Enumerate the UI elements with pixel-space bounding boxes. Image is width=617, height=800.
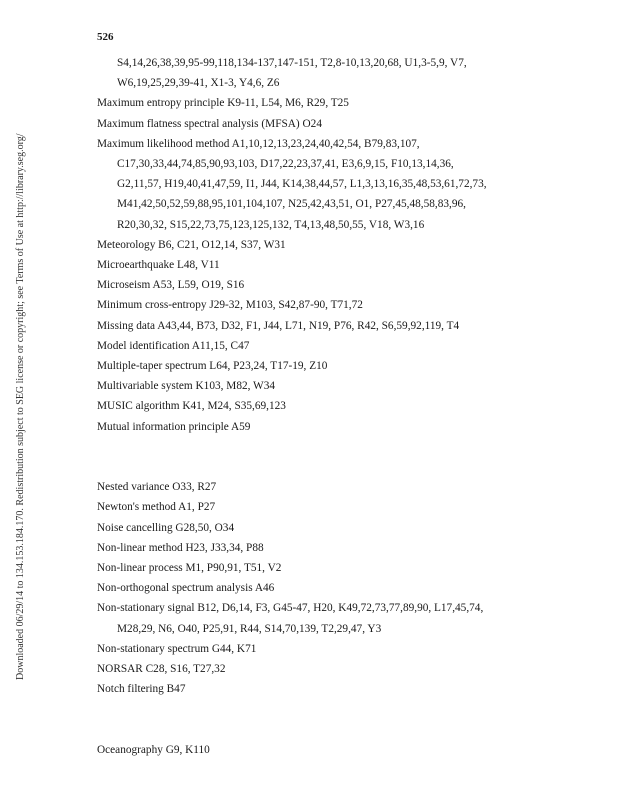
index-entry-line: Non-orthogonal spectrum analysis A46 <box>97 582 275 595</box>
index-entry <box>97 417 537 437</box>
index-entry-line: Nested variance O33, R27 <box>97 481 217 494</box>
index-entry <box>97 255 537 275</box>
index-entry-continuation <box>97 53 537 93</box>
index-entry-line: Non-stationary signal B12, D6,14, F3, G45-47, H20, K49,72,73,77,89,90, L17,45,74, <box>97 602 484 615</box>
index-entry <box>97 578 537 598</box>
index-entry <box>97 134 537 235</box>
index-entry-continuation-line: W6,19,25,29,39-41, X1-3, Y4,6, Z6 <box>117 77 280 90</box>
index-entry-line: Microseism A53, L59, O19, S16 <box>97 279 245 292</box>
index-entry <box>97 275 537 295</box>
index-entry-line: Missing data A43,44, B73, D32, F1, J44, L71, N19, P76, R42, S6,59,92,119, T4 <box>97 319 460 332</box>
index-entry-line: Minimum cross-entropy J29-32, M103, S42,87-90, T71,72 <box>97 299 363 312</box>
index-entry-line: Notch filtering B47 <box>97 683 186 696</box>
index-entry-line: Noise cancelling G28,50, O34 <box>97 521 235 534</box>
index-entry <box>97 598 537 638</box>
index-entry <box>97 538 537 558</box>
page-number: 526 <box>97 31 114 43</box>
index-entry <box>97 93 537 113</box>
index-entry <box>97 295 537 315</box>
index-entry <box>97 497 537 517</box>
index-entry <box>97 477 537 497</box>
index-entry-continuation-line: M41,42,50,52,59,88,95,101,104,107, N25,42,43,51, O1, P27,45,48,58,83,96, <box>117 198 466 211</box>
index-entry <box>97 376 537 396</box>
index-entry-continuation-line: R20,30,32, S15,22,73,75,123,125,132, T4,13,48,50,55, V18, W3,16 <box>117 218 425 231</box>
index-entry-line: Multiple-taper spectrum L64, P23,24, T17-19, Z10 <box>97 360 328 373</box>
index-entry-list <box>97 53 537 760</box>
index-entry-line: Multivariable system K103, M82, W34 <box>97 380 276 393</box>
index-entry-line: Non-linear process M1, P90,91, T51, V2 <box>97 562 282 575</box>
index-entry <box>97 558 537 578</box>
index-entry-line: Meteorology B6, C21, O12,14, S37, W31 <box>97 238 286 251</box>
index-entry-line: Mutual information principle A59 <box>97 420 251 433</box>
index-entry <box>97 336 537 356</box>
index-entry <box>97 356 537 376</box>
index-entry-continuation-line: S4,14,26,38,39,95-99,118,134-137,147-151, T2,8-10,13,20,68, U1,3-5,9, V7, <box>117 57 467 69</box>
index-entry <box>97 659 537 679</box>
index-entry-line: Newton's method A1, P27 <box>97 501 216 514</box>
index-entry-line: Non-linear method H23, J33,34, P88 <box>97 541 264 554</box>
index-entry <box>97 639 537 659</box>
index-entry-line: Maximum entropy principle K9-11, L54, M6, R29, T25 <box>97 97 349 110</box>
section-spacer <box>97 437 537 477</box>
index-entry-line: Microearthquake L48, V11 <box>97 259 220 272</box>
index-entry <box>97 518 537 538</box>
index-entry-line: Maximum likelihood method A1,10,12,13,23,24,40,42,54, B79,83,107, <box>97 137 420 150</box>
index-entry-continuation-line: M28,29, N6, O40, P25,91, R44, S14,70,139, T2,29,47, Y3 <box>117 622 382 635</box>
index-entry-line: Oceanography G9, K110 <box>97 743 210 756</box>
index-entry <box>97 679 537 699</box>
index-entry-continuation-line: G2,11,57, H19,40,41,47,59, I1, J44, K14,38,44,57, L1,3,13,16,35,48,53,61,72,73, <box>117 178 487 191</box>
section-spacer <box>97 699 537 739</box>
index-entry-line: NORSAR C28, S16, T27,32 <box>97 663 226 676</box>
index-entry-continuation-line: C17,30,33,44,74,85,90,93,103, D17,22,23,37,41, E3,6,9,15, F10,13,14,36, <box>117 158 454 171</box>
index-entry <box>97 235 537 255</box>
index-entry-line: Non-stationary spectrum G44, K71 <box>97 642 257 655</box>
index-entry-line: Maximum flatness spectral analysis (MFSA) O24 <box>97 117 322 130</box>
index-entry-line: Model identification A11,15, C47 <box>97 339 250 352</box>
download-notice-text: Downloaded 06/29/14 to 134.153.184.170. Redistribution subject to SEG license or copyright; see Terms of Use at http://library.seg.org/ <box>15 133 26 680</box>
download-notice-sidebar <box>8 0 26 800</box>
index-entry-line: MUSIC algorithm K41, M24, S35,69,123 <box>97 400 286 413</box>
index-entry <box>97 740 537 760</box>
index-entry <box>97 316 537 336</box>
index-entry <box>97 396 537 416</box>
index-entry <box>97 114 537 134</box>
